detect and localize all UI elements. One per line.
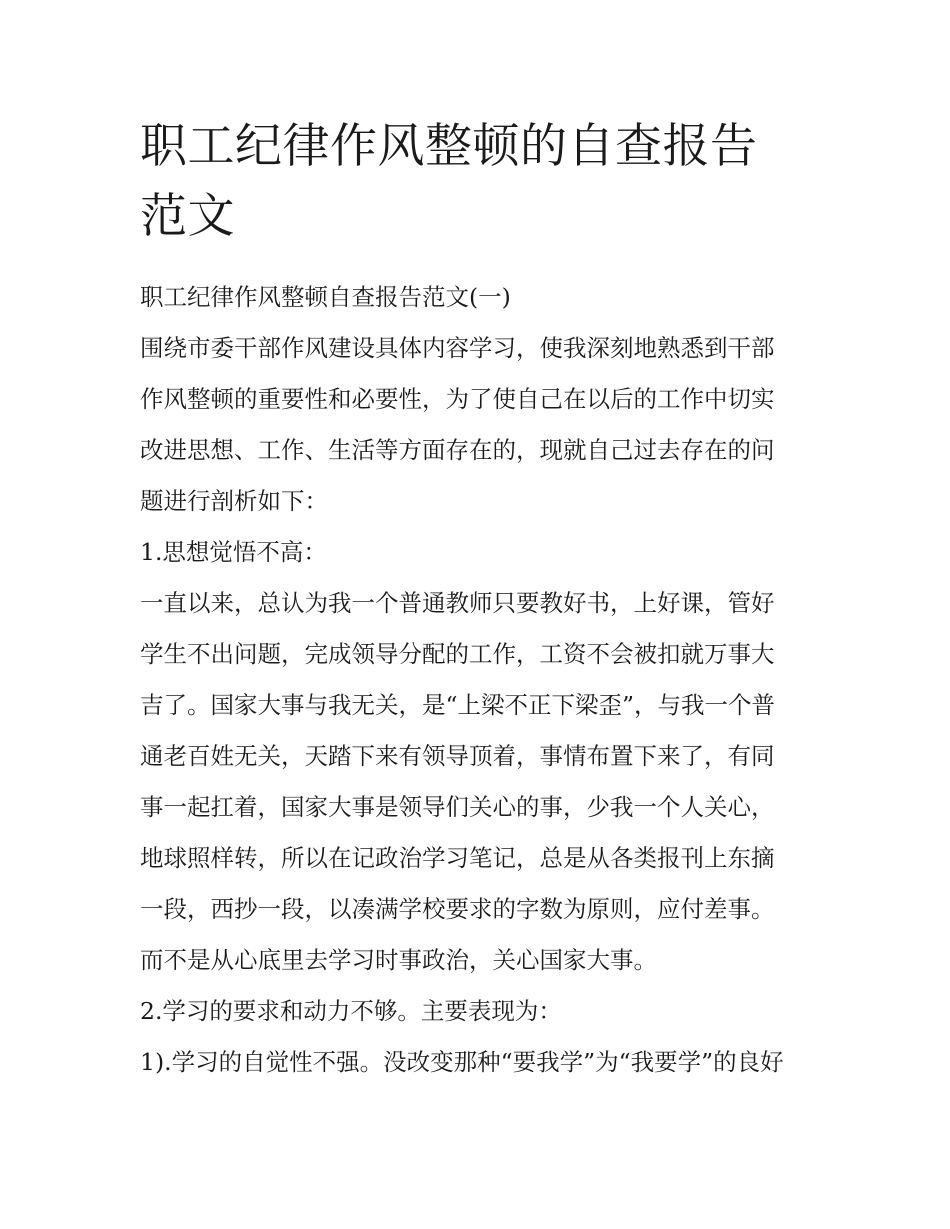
section-1-line-1: 一直以来，总认为我一个普通教师只要教好书，上好课，管好 — [140, 589, 775, 617]
document-subtitle: 职工纪律作风整顿自查报告范文(一) — [140, 283, 511, 311]
section-1-line-5: 事一起扛着，国家大事是领导们关心的事，少我一个人关心， — [140, 793, 775, 821]
intro-line-2: 作风整顿的重要性和必要性，为了使自己在以后的工作中切实 — [140, 385, 775, 413]
document-body — [140, 112, 820, 1088]
intro-paragraph — [140, 323, 820, 527]
section-1-paragraph — [140, 578, 820, 986]
title-line-1: 职工纪律作风整顿的自查报告 — [140, 119, 758, 174]
intro-line-4: 题进行剖析如下： — [140, 487, 328, 515]
section-1-line-7: 一段，西抄一段，以凑满学校要求的字数为原则，应付差事。 — [140, 895, 775, 923]
section-2-heading: 2.学习的要求和动力不够。主要表现为： — [140, 997, 562, 1025]
section-1-line-3: 吉了。国家大事与我无关，是“上梁不正下梁歪”，与我一个普 — [140, 691, 776, 719]
section-2-item-1: 1).学习的自觉性不强。没改变那种“要我学”为“我要学”的良好 — [140, 1048, 784, 1076]
intro-line-1: 围绕市委干部作风建设具体内容学习，使我深刻地熟悉到干部 — [140, 334, 775, 362]
section-1-line-4: 通老百姓无关，天踏下来有领导顶着，事情布置下来了，有同 — [140, 742, 775, 770]
document-title — [140, 112, 820, 252]
section-1-line-8: 而不是从心底里去学习时事政治，关心国家大事。 — [140, 946, 657, 974]
section-1-line-2: 学生不出问题，完成领导分配的工作，工资不会被扣就万事大 — [140, 640, 775, 668]
section-1-heading: 1.思想觉悟不高： — [140, 538, 327, 566]
section-1-line-6: 地球照样转，所以在记政治学习笔记，总是从各类报刊上东摘 — [140, 844, 775, 872]
title-line-2: 范文 — [140, 189, 235, 244]
intro-line-3: 改进思想、工作、生活等方面存在的，现就自己过去存在的问 — [140, 436, 775, 464]
